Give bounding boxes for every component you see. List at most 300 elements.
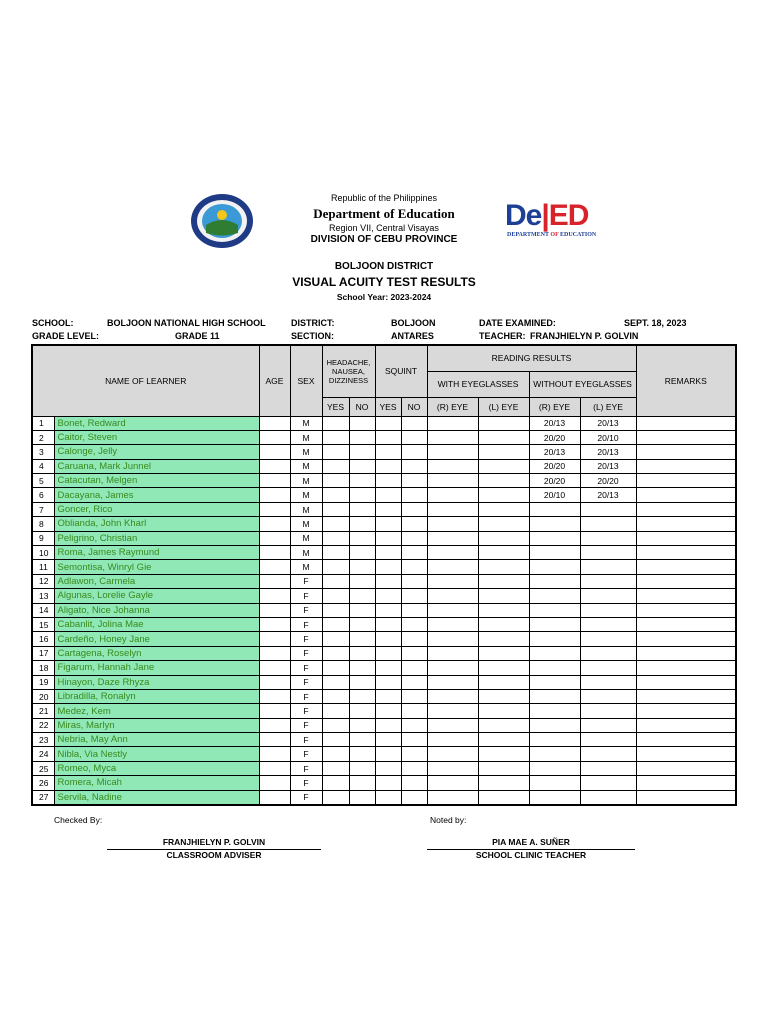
- squint-no-cell: [401, 589, 427, 603]
- headache-yes-cell: [322, 517, 349, 531]
- report-title: VISUAL ACUITY TEST RESULTS: [292, 275, 476, 289]
- squint-no-cell: [401, 790, 427, 804]
- row-number: 16: [32, 632, 54, 646]
- squint-yes-cell: [375, 459, 401, 473]
- learner-name: Cardeño, Honey Jane: [54, 632, 259, 646]
- age-cell: [259, 790, 290, 804]
- table-row: [32, 560, 736, 574]
- table-row: [32, 531, 736, 545]
- headache-no-cell: [349, 474, 375, 488]
- without-l-eye-cell: [580, 632, 636, 646]
- remarks-cell: [636, 589, 736, 603]
- without-l-eye-cell: [580, 776, 636, 790]
- headache-yes-cell: [322, 589, 349, 603]
- deped-logo: [505, 200, 619, 244]
- table-row: [32, 474, 736, 488]
- header-with-l-eye: (L) EYE: [478, 397, 529, 416]
- learner-name: Aligato, Nice Johanna: [54, 603, 259, 617]
- without-r-eye-cell: 20/20: [529, 430, 580, 444]
- squint-yes-cell: [375, 517, 401, 531]
- headache-yes-cell: [322, 474, 349, 488]
- headache-yes-cell: [322, 689, 349, 703]
- sex-cell: F: [290, 661, 322, 675]
- without-r-eye-cell: 20/10: [529, 488, 580, 502]
- with-r-eye-cell: [427, 574, 478, 588]
- squint-no-cell: [401, 531, 427, 545]
- with-l-eye-cell: [478, 445, 529, 459]
- remarks-cell: [636, 531, 736, 545]
- age-cell: [259, 704, 290, 718]
- without-l-eye-cell: 20/13: [580, 445, 636, 459]
- without-l-eye-cell: [580, 761, 636, 775]
- squint-yes-cell: [375, 776, 401, 790]
- squint-no-cell: [401, 517, 427, 531]
- without-l-eye-cell: [580, 617, 636, 631]
- remarks-cell: [636, 560, 736, 574]
- headache-yes-cell: [322, 617, 349, 631]
- without-l-eye-cell: [580, 790, 636, 804]
- squint-yes-cell: [375, 790, 401, 804]
- headache-no-cell: [349, 617, 375, 631]
- headache-yes-cell: [322, 747, 349, 761]
- squint-yes-cell: [375, 430, 401, 444]
- division-text: DIVISION OF CEBU PROVINCE: [310, 234, 458, 245]
- sex-cell: F: [290, 747, 322, 761]
- sex-cell: F: [290, 790, 322, 804]
- headache-no-cell: [349, 790, 375, 804]
- row-number: 13: [32, 589, 54, 603]
- with-r-eye-cell: [427, 747, 478, 761]
- squint-no-cell: [401, 488, 427, 502]
- without-l-eye-cell: 20/13: [580, 416, 636, 430]
- learner-name: Caruana, Mark Junnel: [54, 459, 259, 473]
- header-headache-1: HEADACHE,: [326, 357, 371, 367]
- with-l-eye-cell: [478, 776, 529, 790]
- without-r-eye-cell: [529, 747, 580, 761]
- learner-name: Romera, Micah: [54, 776, 259, 790]
- without-l-eye-cell: [580, 574, 636, 588]
- remarks-cell: [636, 574, 736, 588]
- headache-yes-cell: [322, 531, 349, 545]
- age-cell: [259, 546, 290, 560]
- age-cell: [259, 689, 290, 703]
- age-cell: [259, 718, 290, 732]
- header-without-l-eye: (L) EYE: [580, 397, 636, 416]
- age-cell: [259, 474, 290, 488]
- header-headache: [322, 345, 375, 397]
- with-r-eye-cell: [427, 445, 478, 459]
- headache-no-cell: [349, 675, 375, 689]
- district-value: BOLJOON: [391, 318, 436, 328]
- sex-cell: M: [290, 474, 322, 488]
- without-l-eye-cell: [580, 704, 636, 718]
- headache-no-cell: [349, 546, 375, 560]
- sex-cell: M: [290, 502, 322, 516]
- sex-cell: F: [290, 574, 322, 588]
- table-row: [32, 430, 736, 444]
- squint-no-cell: [401, 632, 427, 646]
- squint-yes-cell: [375, 531, 401, 545]
- squint-yes-cell: [375, 761, 401, 775]
- with-r-eye-cell: [427, 646, 478, 660]
- table-row: [32, 603, 736, 617]
- with-l-eye-cell: [478, 574, 529, 588]
- with-r-eye-cell: [427, 531, 478, 545]
- headache-yes-cell: [322, 445, 349, 459]
- squint-no-cell: [401, 661, 427, 675]
- without-l-eye-cell: 20/13: [580, 488, 636, 502]
- headache-yes-cell: [322, 560, 349, 574]
- with-l-eye-cell: [478, 488, 529, 502]
- without-r-eye-cell: [529, 733, 580, 747]
- sex-cell: F: [290, 733, 322, 747]
- table-row: [32, 761, 736, 775]
- table-row: [32, 416, 736, 430]
- squint-yes-cell: [375, 617, 401, 631]
- table-row: [32, 646, 736, 660]
- headache-no-cell: [349, 459, 375, 473]
- age-cell: [259, 560, 290, 574]
- age-cell: [259, 459, 290, 473]
- with-r-eye-cell: [427, 546, 478, 560]
- with-r-eye-cell: [427, 718, 478, 732]
- squint-yes-cell: [375, 747, 401, 761]
- row-number: 22: [32, 718, 54, 732]
- with-r-eye-cell: [427, 617, 478, 631]
- school-label: SCHOOL:: [32, 318, 74, 328]
- age-cell: [259, 531, 290, 545]
- row-number: 27: [32, 790, 54, 804]
- header-squint-no: NO: [401, 397, 427, 416]
- without-l-eye-cell: [580, 661, 636, 675]
- sex-cell: M: [290, 546, 322, 560]
- squint-yes-cell: [375, 502, 401, 516]
- squint-yes-cell: [375, 689, 401, 703]
- with-l-eye-cell: [478, 790, 529, 804]
- learner-name: Medez, Kem: [54, 704, 259, 718]
- headache-no-cell: [349, 646, 375, 660]
- table-row: [32, 661, 736, 675]
- adviser-title: CLASSROOM ADVISER: [166, 850, 262, 860]
- without-r-eye-cell: [529, 646, 580, 660]
- remarks-cell: [636, 776, 736, 790]
- without-r-eye-cell: [529, 718, 580, 732]
- row-number: 9: [32, 531, 54, 545]
- header-age: AGE: [259, 345, 290, 416]
- without-r-eye-cell: [529, 560, 580, 574]
- department-title: Department of Education: [313, 206, 455, 221]
- learner-name: Miras, Marlyn: [54, 718, 259, 732]
- headache-no-cell: [349, 416, 375, 430]
- squint-no-cell: [401, 445, 427, 459]
- headache-no-cell: [349, 661, 375, 675]
- headache-yes-cell: [322, 574, 349, 588]
- row-number: 19: [32, 675, 54, 689]
- with-l-eye-cell: [478, 718, 529, 732]
- grade-value: GRADE 11: [175, 331, 220, 341]
- headache-no-cell: [349, 776, 375, 790]
- sex-cell: F: [290, 617, 322, 631]
- row-number: 26: [32, 776, 54, 790]
- header-headache-yes: YES: [322, 397, 349, 416]
- age-cell: [259, 733, 290, 747]
- remarks-cell: [636, 517, 736, 531]
- without-r-eye-cell: [529, 632, 580, 646]
- squint-no-cell: [401, 502, 427, 516]
- without-l-eye-cell: [580, 560, 636, 574]
- without-r-eye-cell: [529, 574, 580, 588]
- with-r-eye-cell: [427, 502, 478, 516]
- without-r-eye-cell: [529, 603, 580, 617]
- squint-no-cell: [401, 718, 427, 732]
- without-r-eye-cell: [529, 661, 580, 675]
- with-l-eye-cell: [478, 502, 529, 516]
- remarks-cell: [636, 718, 736, 732]
- remarks-cell: [636, 459, 736, 473]
- headache-yes-cell: [322, 646, 349, 660]
- headache-yes-cell: [322, 488, 349, 502]
- with-r-eye-cell: [427, 517, 478, 531]
- row-number: 14: [32, 603, 54, 617]
- row-number: 18: [32, 661, 54, 675]
- row-number: 5: [32, 474, 54, 488]
- remarks-cell: [636, 445, 736, 459]
- teacher-label: TEACHER:: [479, 331, 526, 341]
- learner-name: Caitor, Steven: [54, 430, 259, 444]
- headache-no-cell: [349, 445, 375, 459]
- headache-no-cell: [349, 531, 375, 545]
- table-row: [32, 517, 736, 531]
- squint-no-cell: [401, 776, 427, 790]
- with-r-eye-cell: [427, 430, 478, 444]
- squint-no-cell: [401, 704, 427, 718]
- squint-yes-cell: [375, 474, 401, 488]
- headache-no-cell: [349, 560, 375, 574]
- squint-yes-cell: [375, 416, 401, 430]
- grade-label: GRADE LEVEL:: [32, 331, 100, 341]
- age-cell: [259, 632, 290, 646]
- with-l-eye-cell: [478, 560, 529, 574]
- without-l-eye-cell: [580, 675, 636, 689]
- results-body: [32, 416, 736, 805]
- adviser-name: FRANJHIELYN P. GOLVIN: [162, 837, 266, 847]
- remarks-cell: [636, 502, 736, 516]
- squint-no-cell: [401, 675, 427, 689]
- without-r-eye-cell: 20/20: [529, 474, 580, 488]
- with-l-eye-cell: [478, 761, 529, 775]
- headache-yes-cell: [322, 430, 349, 444]
- table-row: [32, 790, 736, 804]
- header-with-eyeglasses: WITH EYEGLASSES: [427, 371, 529, 397]
- remarks-cell: [636, 733, 736, 747]
- with-l-eye-cell: [478, 546, 529, 560]
- without-l-eye-cell: [580, 718, 636, 732]
- checked-by-label: Checked By:: [54, 815, 103, 825]
- with-l-eye-cell: [478, 704, 529, 718]
- headache-yes-cell: [322, 704, 349, 718]
- row-number: 7: [32, 502, 54, 516]
- squint-no-cell: [401, 574, 427, 588]
- with-r-eye-cell: [427, 560, 478, 574]
- without-r-eye-cell: [529, 675, 580, 689]
- remarks-cell: [636, 430, 736, 444]
- with-r-eye-cell: [427, 761, 478, 775]
- headache-yes-cell: [322, 675, 349, 689]
- learner-name: Hinayon, Daze Rhyza: [54, 675, 259, 689]
- headache-no-cell: [349, 761, 375, 775]
- row-number: 4: [32, 459, 54, 473]
- headache-yes-cell: [322, 603, 349, 617]
- row-number: 15: [32, 617, 54, 631]
- headache-no-cell: [349, 603, 375, 617]
- sex-cell: M: [290, 531, 322, 545]
- table-row: [32, 747, 736, 761]
- region-text: Region VII, Central Visayas: [329, 223, 439, 233]
- row-number: 11: [32, 560, 54, 574]
- with-r-eye-cell: [427, 459, 478, 473]
- squint-yes-cell: [375, 661, 401, 675]
- learner-name: Peligrino, Christian: [54, 531, 259, 545]
- headache-no-cell: [349, 718, 375, 732]
- sex-cell: M: [290, 430, 322, 444]
- row-number: 1: [32, 416, 54, 430]
- without-r-eye-cell: [529, 517, 580, 531]
- remarks-cell: [636, 689, 736, 703]
- with-l-eye-cell: [478, 733, 529, 747]
- with-r-eye-cell: [427, 661, 478, 675]
- headache-no-cell: [349, 689, 375, 703]
- headache-yes-cell: [322, 632, 349, 646]
- table-row: [32, 718, 736, 732]
- age-cell: [259, 761, 290, 775]
- header-remarks: REMARKS: [636, 345, 736, 416]
- learner-name: Oblianda, John Kharl: [54, 517, 259, 531]
- deped-logo-right: ED: [548, 199, 589, 232]
- headache-no-cell: [349, 589, 375, 603]
- row-number: 17: [32, 646, 54, 660]
- results-table: [31, 344, 737, 806]
- age-cell: [259, 675, 290, 689]
- learner-name: Nibla, Via Nestly: [54, 747, 259, 761]
- with-r-eye-cell: [427, 689, 478, 703]
- with-l-eye-cell: [478, 675, 529, 689]
- without-l-eye-cell: [580, 546, 636, 560]
- squint-no-cell: [401, 546, 427, 560]
- learner-name: Bonet, Redward: [54, 416, 259, 430]
- squint-no-cell: [401, 646, 427, 660]
- deped-sub-left: DEPARTMENT: [507, 232, 549, 238]
- sex-cell: F: [290, 689, 322, 703]
- headache-no-cell: [349, 488, 375, 502]
- date-label: DATE EXAMINED:: [479, 318, 556, 328]
- remarks-cell: [636, 747, 736, 761]
- header-sex: SEX: [290, 345, 322, 416]
- sex-cell: M: [290, 459, 322, 473]
- remarks-cell: [636, 675, 736, 689]
- with-r-eye-cell: [427, 488, 478, 502]
- age-cell: [259, 517, 290, 531]
- learner-name: Cabanlit, Jolina Mae: [54, 617, 259, 631]
- learner-name: Romeo, Myca: [54, 761, 259, 775]
- remarks-cell: [636, 761, 736, 775]
- remarks-cell: [636, 704, 736, 718]
- squint-yes-cell: [375, 718, 401, 732]
- row-number: 2: [32, 430, 54, 444]
- date-value: SEPT. 18, 2023: [624, 318, 687, 328]
- header-headache-2: NAUSEA,: [332, 366, 365, 376]
- squint-no-cell: [401, 747, 427, 761]
- district-label: DISTRICT:: [291, 318, 335, 328]
- remarks-cell: [636, 546, 736, 560]
- remarks-cell: [636, 790, 736, 804]
- table-row: [32, 632, 736, 646]
- age-cell: [259, 488, 290, 502]
- learner-name: Catacutan, Melgen: [54, 474, 259, 488]
- headache-no-cell: [349, 632, 375, 646]
- headache-yes-cell: [322, 718, 349, 732]
- header-squint-yes: YES: [375, 397, 401, 416]
- district-heading: BOLJOON DISTRICT: [334, 261, 434, 272]
- with-l-eye-cell: [478, 603, 529, 617]
- with-l-eye-cell: [478, 416, 529, 430]
- learner-name: Algunas, Lorelie Gayle: [54, 589, 259, 603]
- without-l-eye-cell: [580, 733, 636, 747]
- with-l-eye-cell: [478, 474, 529, 488]
- table-row: [32, 689, 736, 703]
- with-r-eye-cell: [427, 589, 478, 603]
- table-row: [32, 733, 736, 747]
- sex-cell: F: [290, 589, 322, 603]
- headache-yes-cell: [322, 776, 349, 790]
- squint-no-cell: [401, 733, 427, 747]
- table-row: [32, 675, 736, 689]
- squint-yes-cell: [375, 560, 401, 574]
- squint-yes-cell: [375, 675, 401, 689]
- with-l-eye-cell: [478, 661, 529, 675]
- sex-cell: F: [290, 704, 322, 718]
- noted-by-label: Noted by:: [430, 815, 467, 825]
- table-row: [32, 546, 736, 560]
- headache-no-cell: [349, 502, 375, 516]
- sex-cell: M: [290, 416, 322, 430]
- sex-cell: M: [290, 517, 322, 531]
- learner-name: Nebria, May Ann: [54, 733, 259, 747]
- with-r-eye-cell: [427, 776, 478, 790]
- squint-yes-cell: [375, 445, 401, 459]
- header-squint: SQUINT: [375, 345, 427, 397]
- without-l-eye-cell: [580, 747, 636, 761]
- table-row: [32, 617, 736, 631]
- without-l-eye-cell: [580, 502, 636, 516]
- table-row: [32, 488, 736, 502]
- squint-no-cell: [401, 430, 427, 444]
- without-l-eye-cell: [580, 603, 636, 617]
- without-l-eye-cell: [580, 689, 636, 703]
- school-year: School Year: 2023-2024: [336, 292, 432, 302]
- header-name: NAME OF LEARNER: [32, 345, 259, 416]
- age-cell: [259, 574, 290, 588]
- row-number: 6: [32, 488, 54, 502]
- age-cell: [259, 589, 290, 603]
- table-row: [32, 459, 736, 473]
- without-l-eye-cell: [580, 589, 636, 603]
- headache-yes-cell: [322, 761, 349, 775]
- with-r-eye-cell: [427, 704, 478, 718]
- row-number: 20: [32, 689, 54, 703]
- deped-logo-left: De: [505, 199, 542, 232]
- sex-cell: M: [290, 560, 322, 574]
- without-l-eye-cell: [580, 646, 636, 660]
